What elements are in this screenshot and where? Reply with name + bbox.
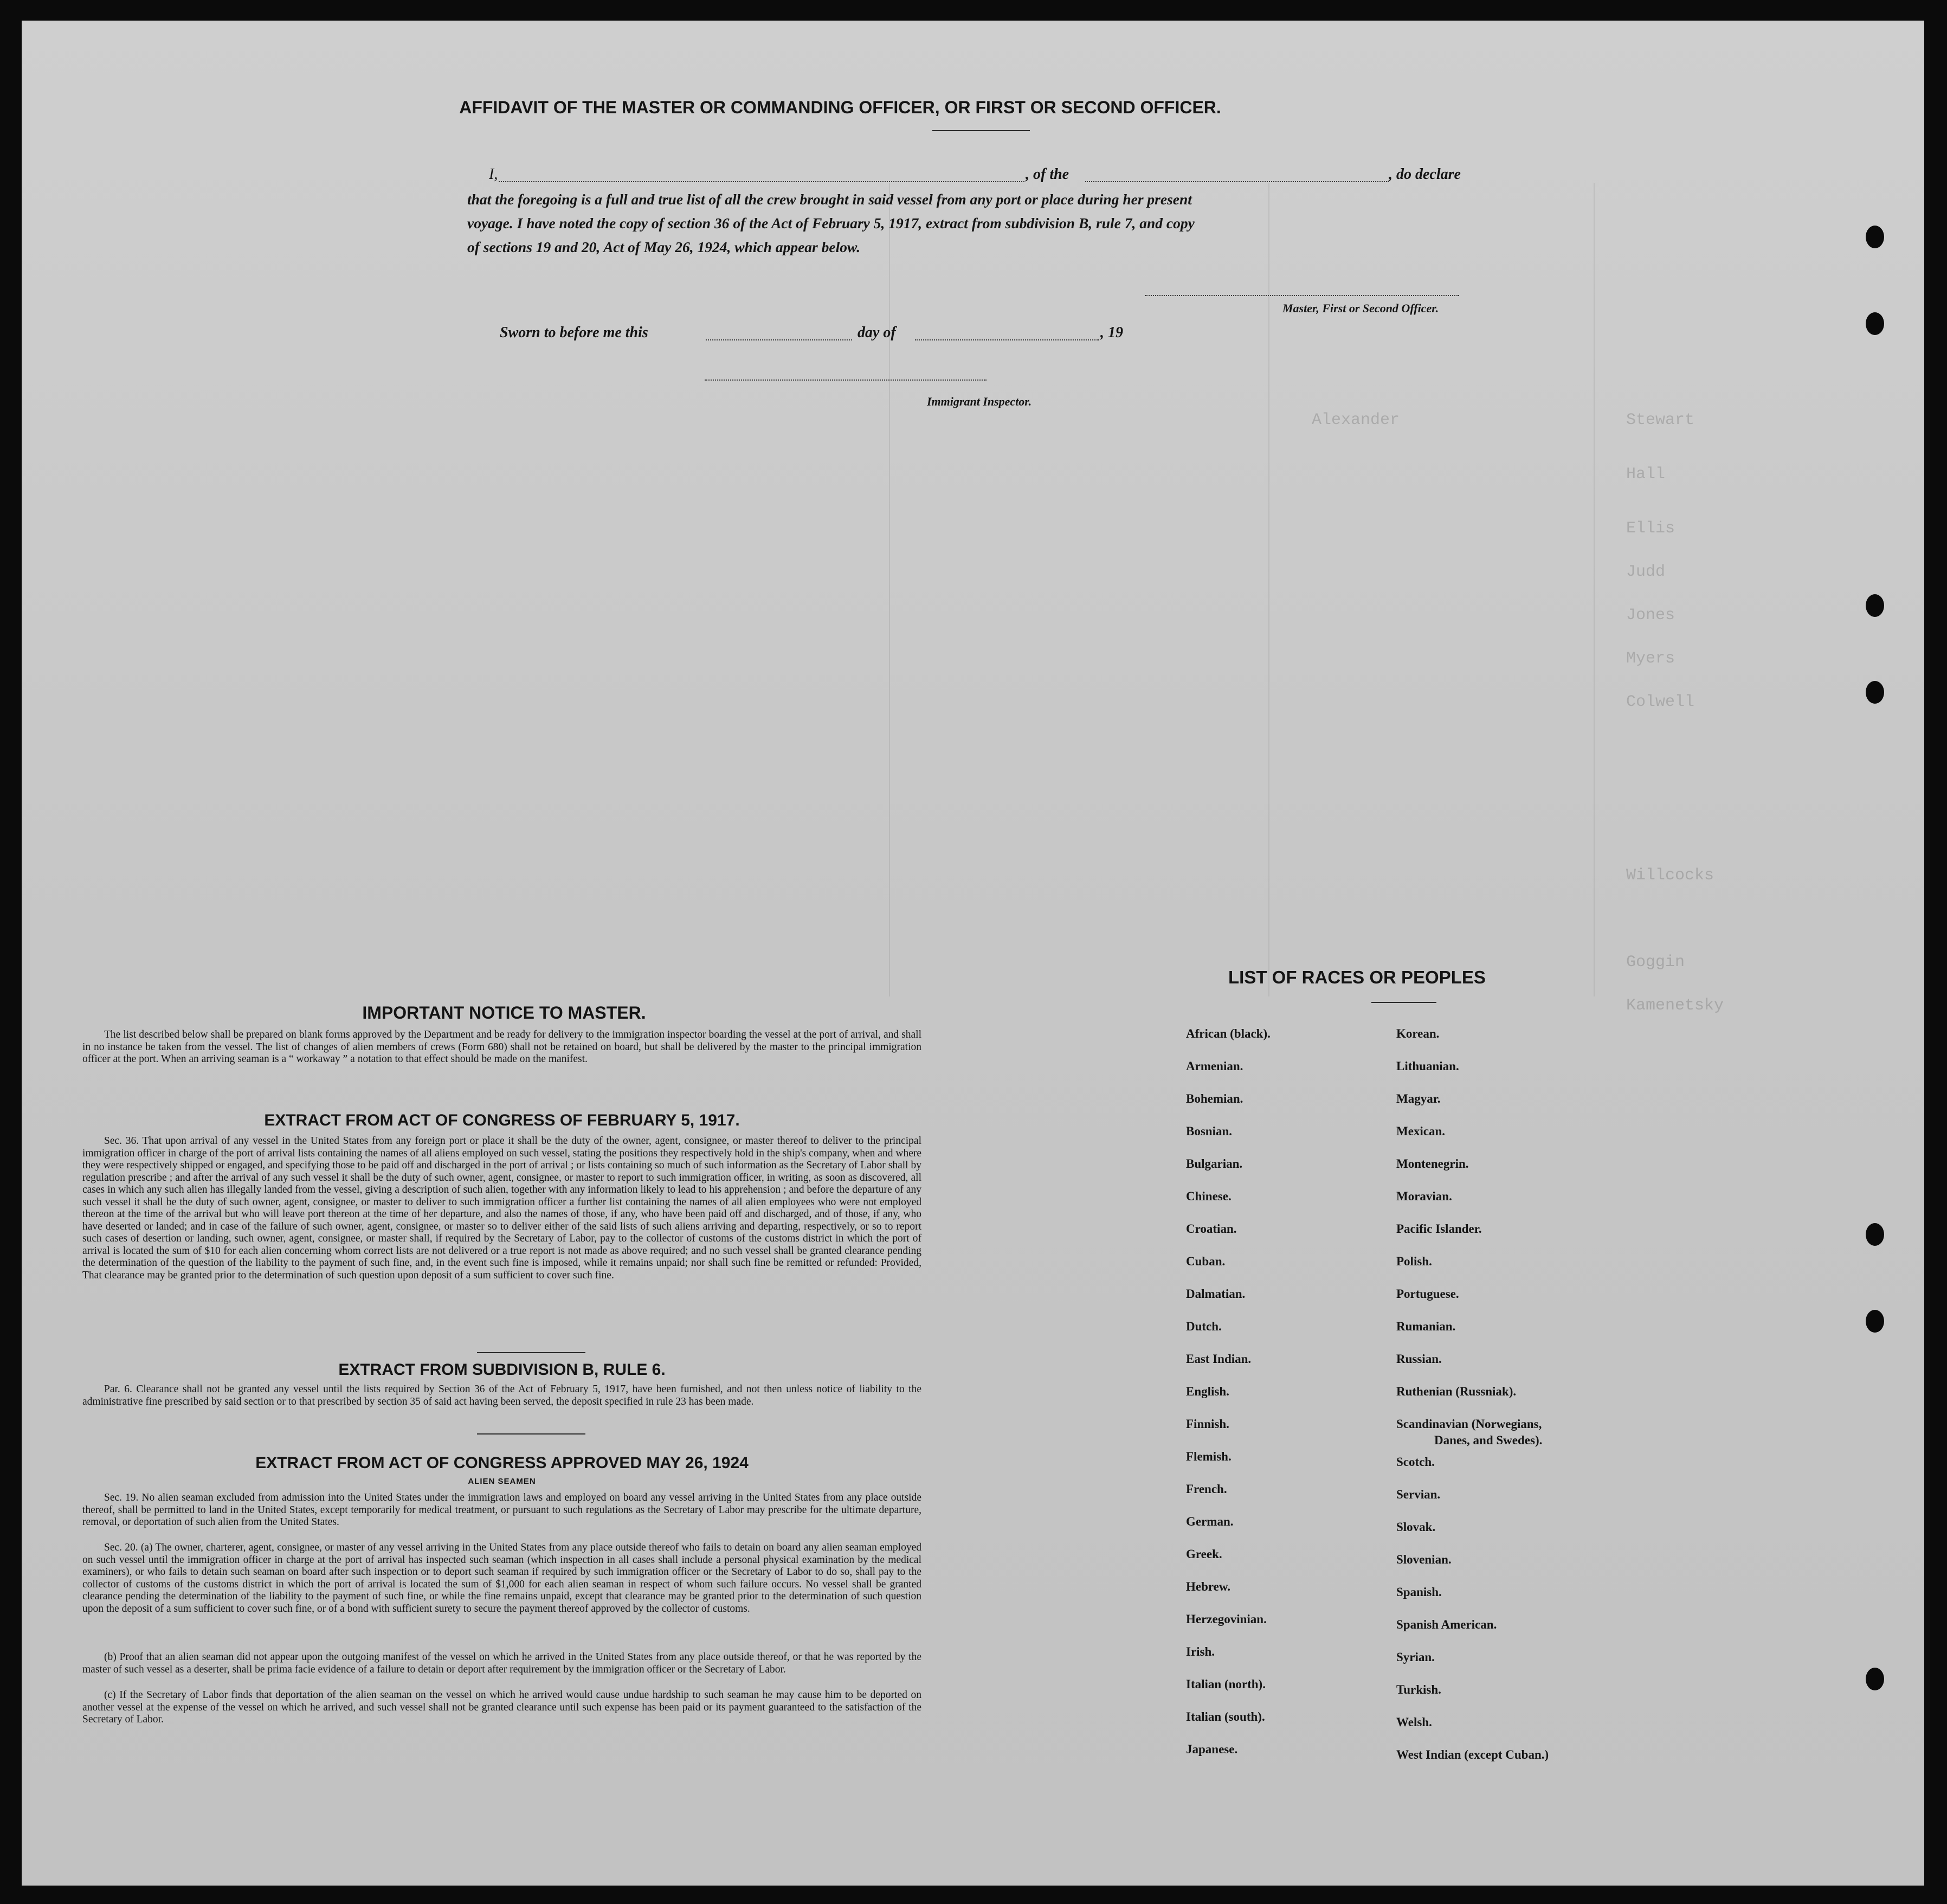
extract-rule6-text: Par. 6. Clearance shall not be granted any vessel until the lists required by Section 36 of the Act of February 5, 1917, have been furnished, and not then unless notice of liability to the administrative fine prescribed by said section or to that prescribed by section 35 of said act having been served, the deposit specified in rule 23 has been made. <box>82 1384 921 1407</box>
section-divider <box>477 1352 585 1353</box>
declaration-line-2: voyage. I have noted the copy of section 36 of the Act of February 5, 1917, extract from subdivision B, rule 7, and copy <box>467 215 1195 231</box>
do-declare-label: , do declare <box>1389 166 1461 183</box>
race-item: Bosnian. <box>1186 1124 1233 1138</box>
of-the-label: , of the <box>1026 166 1069 183</box>
race-item: Finnish. <box>1186 1417 1229 1431</box>
race-item: Lithuanian. <box>1396 1059 1459 1073</box>
race-item: Irish. <box>1186 1645 1215 1658</box>
race-item: Ruthenian (Russniak). <box>1396 1385 1517 1398</box>
race-item: Dutch. <box>1186 1320 1222 1333</box>
master-signature-line <box>1145 295 1459 296</box>
inspector-label: Immigrant Inspector. <box>927 395 1032 408</box>
race-item: Welsh. <box>1396 1715 1432 1729</box>
race-item: Slovenian. <box>1396 1553 1452 1566</box>
punch-hole <box>1866 226 1884 248</box>
sec20b-text: (b) Proof that an alien seaman did not appear upon the outgoing manifest of the vessel on which he arrived in the United States from any place outside thereof, or that he was reported by the master of such vessel as a deserter, shall be prima facie evidence of a failure to detain or deport after requirement by the immigration officer or the Secretary of Labor. <box>82 1651 921 1675</box>
day-of-label: day of <box>858 324 896 341</box>
extract-1917-title: EXTRACT FROM ACT OF CONGRESS OF FEBRUARY 5, 1917. <box>264 1111 740 1129</box>
inspector-signature-line <box>705 379 987 381</box>
race-item: African (black). <box>1186 1027 1271 1040</box>
race-item: Italian (south). <box>1186 1710 1265 1723</box>
race-item: Moravian. <box>1396 1189 1452 1203</box>
name-field <box>499 181 1024 182</box>
notice-text: The list described below shall be prepared on blank forms approved by the Department and be ready for delivery to the immigration inspector boarding the vessel at the port of arrival, and shall in no instance be taken from the vessel. The list of changes of alien members of crews (Form 680) shall not be retained on board, but shall be delivered by the master to the principal immigration officer at the port. When an arriving seaman is a “ workaway ” a notation to that effect should be made on the manifest. <box>82 1029 921 1065</box>
race-item: Syrian. <box>1396 1650 1435 1664</box>
race-item: Croatian. <box>1186 1222 1237 1236</box>
document-sheet: Stewart Alexander Hall Ellis Judd Jones Myers Colwell Willcocks Goggin Kamenetsky AFFIDAVIT OF THE MASTER OR COMMANDING OFFICER, OR FIRST OR SECOND OFFICER. I, , of the , do declare that the foregoing is a full and true list of all the crew brought in said vessel from any port or place during her present voyage. I have noted the copy of section 36 of the Act of February 5, 1917, extract from subdivision B, rule 7, and copy of sections 19 and 20, Act of May 26, 1924, which appear below. Master, First or Second Officer. Sworn to before me this day of , 19 Immigrant Inspector. IMPORTANT NOTICE TO MASTER. The list described below shall be prepared on blank forms approved by the Department and be ready for delivery to the immigration inspector boarding the vessel at the port of arrival, and shall in no instance be taken from the vessel. The list of changes of alien members of crews (Form 680) shall not be retained on board, but shall be delivered by the master to the principal immigration officer at the port. When an arriving seaman is a “ workaway ” a notation to that effect should be made on the manifest. EXTRACT FROM ACT OF CONGRESS OF FEBRUARY 5, 1917. Sec. 36. That upon arrival of any vessel in the United States from any foreign port or place it shall be the duty of the owner, agent, consignee, or master thereof to deliver to the principal immigration officer in charge of the port of arrival lists containing the names of all aliens employed on such vessel, stating the positions they respectively hold in the ship's company, when and where they were respectively shipped or engaged, and specifying those to be paid off and discharged in the port of arrival ; or lists containing so much of such information as the Secretary of Labor shall by regulation prescribe ; and after the arrival of any such vessel it shall be the duty of such owner, agent, consignee, or master to report to such immigration officer, in writing, as soon as discovered, all cases in which any such alien has illegally landed from the vessel, giving a description of such alien, together with any information likely to lead to his apprehension ; and before the departure of any such vessel it shall be the duty of such owner, agent, consignee, or master to deliver to such immigration officer a further list containing the names of all alien employees who were not employed thereon at the time of the arrival but who will leave port thereon at the time of her departure, and also the names of those, if any, who have been paid off and discharged, and of those, if any, who have deserted or landed; and in case of the failure of such owner, agent, consignee, or master so to deliver either of the said lists of such aliens arriving and departing, respectively, or so to report such cases of desertion or landing, such owner, agent, consignee, or master shall, if required by the Secretary of Labor, pay to the collector of customs of the customs district in which the port of arrival is located the sum of $10 for each alien concerning whom correct lists are not delivered or a true report is not made as above required; and no such vessel shall be granted clearance pending the determination of the question of the liability to the payment of such fine, and, in the event such fine is imposed, while it remains unpaid; nor shall such fine be remitted or refunded: Provided, That clearance may be granted prior to the determination of such question upon deposit of a sum sufficient to cover such fine. EXTRACT FROM SUBDIVISION B, RULE 6. Par. 6. Clearance shall not be granted any vessel until the lists required by Section 36 of the Act of February 5, 1917, have been furnished, and not then unless notice of liability to the administrative fine prescribed by said section or to that prescribed by section 35 of said act having been served, the deposit specified in rule 23 has been made. EXTRACT FROM ACT OF CONGRESS APPROVED MAY 26, 1924 ALIEN SEAMEN Sec. 19. No alien seaman excluded from admission into the United States under the immigration laws and employed on board any vessel arriving in the United States from any place outside thereof, shall be permitted to land in the United States, except temporarily for medical treatment, or pursuant to such regulations as the Secretary of Labor may prescribe for the ultimate departure, removal, or deportation of such alien from the United States. Sec. 20. (a) The owner, charterer, agent, consignee, or master of any vessel arriving in the United States from any place outside thereof who fails to detain on board any alien seaman employed on such vessel until the immigration officer in charge at the port of arrival has inspected such seaman (which inspection in all cases shall include a personal physical examination by the medical examiners), or who fails to detain such seaman on board after such inspection or to deport such seaman if required by such immigration officer or the Secretary of Labor to do so, shall pay to the collector of customs of the customs district in which the port of arrival is located the sum of $1,000 for each alien seaman in respect of whom such failure occurs. No vessel shall be granted clearance pending the determination of the liability to the payment of such fine, or while the fine remains unpaid, except that clearance may be granted prior to the determination of such question upon the deposit of a sum sufficient to cover such fine, or of a bond with sufficient surety to secure the payment thereof approved by the collector of customs. (b) Proof that an alien seaman did not appear upon the outgoing manifest of the vessel on which he arrived in the United States from any place outside thereof, or that he was reported by the master of such vessel as a deserter, shall be prima facie evidence of a failure to detain or deport after requirement by the immigration officer or the Secretary of Labor. (c) If the Secretary of Labor finds that deportation of the alien seaman on the vessel on which he arrived would cause undue hardship to such seaman he may cause him to be deported on another vessel at the expense of the vessel on which he arrived, and such vessel shall not be granted clearance until such expense has been paid or its payment guaranteed to the satisfaction of the Secretary of Labor. LIST OF RACES OR PEOPLES African (black). Armenian. Bohemian. Bosnian. Bulgarian. Chinese. Croatian. Cuban. Dalmatian. Dutch. East Indian. English. Finnish. Flemish. French. German. Greek. Hebrew. Herzegovinian. Irish. Italian (north). Italian (south). Japanese. Korean. Lithuanian. Magyar. Mexican. Montenegrin. Moravian. Pacific Islander. Polish. Portuguese. Rumanian. Russian. Ruthenian (Russniak). Scandinavian (Norwegians, Danes, and Swedes). Scotch. Servian. Slovak. Slovenian. Spanish. Spanish American. Syrian. Turkish. Welsh. West Indian (except Cuban.) <box>22 21 1924 1886</box>
race-item: Chinese. <box>1186 1189 1232 1203</box>
notice-title: IMPORTANT NOTICE TO MASTER. <box>362 1003 646 1022</box>
race-item: Russian. <box>1396 1352 1442 1366</box>
i-label: I, <box>489 166 498 183</box>
race-item: Spanish American. <box>1396 1618 1497 1631</box>
race-item: Cuban. <box>1186 1255 1226 1268</box>
race-item: Mexican. <box>1396 1124 1446 1138</box>
race-item: Scotch. <box>1396 1455 1435 1469</box>
sworn-label: Sworn to before me this <box>500 324 648 341</box>
race-item: Hebrew. <box>1186 1580 1230 1593</box>
race-item: Bohemian. <box>1186 1092 1243 1105</box>
punch-hole <box>1866 1668 1884 1690</box>
race-item: Dalmatian. <box>1186 1287 1246 1301</box>
vessel-field <box>1085 181 1389 182</box>
declaration-line-3: of sections 19 and 20, Act of May 26, 1924, which appear below. <box>467 239 861 255</box>
race-item: Japanese. <box>1186 1742 1238 1756</box>
sec19-text: Sec. 19. No alien seaman excluded from admission into the United States under the immigration laws and employed on board any vessel arriving in the United States from any place outside thereof, shall be permitted to land in the United States, except temporarily for medical treatment, or pursuant to such regulations as the Secretary of Labor may prescribe for the ultimate departure, removal, or deportation of such alien from the United States. <box>82 1492 921 1528</box>
year-label: , 19 <box>1100 324 1123 341</box>
race-item: Italian (north). <box>1186 1677 1266 1691</box>
sec20c-text: (c) If the Secretary of Labor finds that deportation of the alien seaman on the vessel on which he arrived would cause undue hardship to such seaman he may cause him to be deported on another vessel at the expense of the vessel on which he arrived, and such vessel shall not be granted clearance until such expense has been paid or its payment guaranteed to the satisfaction of the Secretary of Labor. <box>82 1689 921 1725</box>
punch-hole <box>1866 312 1884 335</box>
race-item: Montenegrin. <box>1396 1157 1469 1170</box>
sec20a-text: Sec. 20. (a) The owner, charterer, agent, consignee, or master of any vessel arriving in the United States from any place outside thereof who fails to detain on board any alien seaman employed on such vessel until the immigration officer in charge at the port of arrival has inspected such seaman (which inspection in all cases shall include a personal physical examination by the medical examiners), or who fails to detain such seaman on board after such inspection or to deport such seaman if required by such immigration officer or the Secretary of Labor to do so, shall pay to the collector of customs of the customs district in which the port of arrival is located the sum of $1,000 for each alien seaman in respect of whom such failure occurs. No vessel shall be granted clearance pending the determination of the liability to the payment of such fine, or while the fine remains unpaid, except that clearance may be granted prior to the determination of such question upon the deposit of a sum sufficient to cover such fine, or of a bond with sufficient surety to secure the payment thereof approved by the collector of customs. <box>82 1542 921 1614</box>
race-item: Turkish. <box>1396 1683 1441 1696</box>
race-item: Pacific Islander. <box>1396 1222 1482 1236</box>
race-item: Rumanian. <box>1396 1320 1456 1333</box>
races-title: LIST OF RACES OR PEOPLES <box>1228 967 1486 987</box>
race-item: Spanish. <box>1396 1585 1442 1599</box>
master-signature-label: Master, First or Second Officer. <box>1282 301 1439 315</box>
race-item: Bulgarian. <box>1186 1157 1243 1170</box>
race-item: East Indian. <box>1186 1352 1252 1366</box>
race-item: Flemish. <box>1186 1450 1232 1463</box>
race-item: Polish. <box>1396 1255 1432 1268</box>
race-item: West Indian (except Cuban.) <box>1396 1748 1549 1761</box>
sworn-month-field <box>915 339 1099 340</box>
race-item: German. <box>1186 1515 1234 1528</box>
race-item: Korean. <box>1396 1027 1440 1040</box>
races-title-rule <box>1371 1002 1436 1003</box>
race-item: French. <box>1186 1482 1227 1496</box>
sworn-day-field <box>706 339 852 340</box>
race-item: Greek. <box>1186 1547 1222 1561</box>
extract-1924-title: EXTRACT FROM ACT OF CONGRESS APPROVED MAY 26, 1924 <box>255 1454 749 1472</box>
race-item: Scandinavian (Norwegians, <box>1396 1417 1542 1431</box>
affidavit-title: AFFIDAVIT OF THE MASTER OR COMMANDING OFFICER, OR FIRST OR SECOND OFFICER. <box>459 98 1221 117</box>
extract-rule6-title: EXTRACT FROM SUBDIVISION B, RULE 6. <box>338 1361 666 1379</box>
race-item: Portuguese. <box>1396 1287 1459 1301</box>
declaration-line-1: that the foregoing is a full and true list of all the crew brought in said vessel from any port or place during her present <box>467 191 1192 208</box>
section-divider <box>477 1433 585 1435</box>
extract-1924-subtitle: ALIEN SEAMEN <box>468 1477 536 1486</box>
race-item: English. <box>1186 1385 1229 1398</box>
punch-hole <box>1866 1310 1884 1333</box>
race-item: Danes, and Swedes). <box>1434 1433 1543 1447</box>
punch-hole <box>1866 594 1884 617</box>
title-rule <box>932 130 1030 131</box>
race-item: Herzegovinian. <box>1186 1612 1267 1626</box>
punch-hole <box>1866 681 1884 704</box>
race-item: Magyar. <box>1396 1092 1441 1105</box>
punch-hole <box>1866 1223 1884 1246</box>
extract-1917-text: Sec. 36. That upon arrival of any vessel in the United States from any foreign port or place it shall be the duty of the owner, agent, consignee, or master thereof to deliver to the principal immigration officer in charge of the port of arrival lists containing the names of all aliens employed on such vessel, stating the positions they respectively hold in the ship's company, when and where they were respectively shipped or engaged, and specifying those to be paid off and discharged in the port of arrival ; or lists containing so much of such information as the Secretary of Labor shall by regulation prescribe ; and after the arrival of any such vessel it shall be the duty of such owner, agent, consignee, or master to report to such immigration officer, in writing, as soon as discovered, all cases in which any such alien has illegally landed from the vessel, giving a description of such alien, together with any information likely to lead to his apprehension ; and before the departure of any such vessel it shall be the duty of such owner, agent, consignee, or master to deliver to such immigration officer a further list containing the names of all alien employees who were not employed thereon at the time of the arrival but who will leave port thereon at the time of her departure, and also the names of those, if any, who have been paid off and discharged, and of those, if any, who have deserted or landed; and in case of the failure of such owner, agent, consignee, or master so to deliver either of the said lists of such aliens arriving and departing, respectively, or so to report such cases of desertion or landing, such owner, agent, consignee, or master shall, if required by the Secretary of Labor, pay to the collector of customs of the customs district in which the port of arrival is located the sum of $10 for each alien concerning whom correct lists are not delivered or a true report is not made as above required; and no such vessel shall be granted clearance pending the determination of the question of the liability to the payment of such fine, and, in the event such fine is imposed, while it remains unpaid; nor shall such fine be remitted or refunded: Provided, That clearance may be granted prior to the determination of such question upon deposit of a sum sufficient to cover such fine. <box>82 1135 921 1281</box>
race-item: Servian. <box>1396 1488 1441 1501</box>
race-item: Armenian. <box>1186 1059 1243 1073</box>
race-item: Slovak. <box>1396 1520 1436 1534</box>
